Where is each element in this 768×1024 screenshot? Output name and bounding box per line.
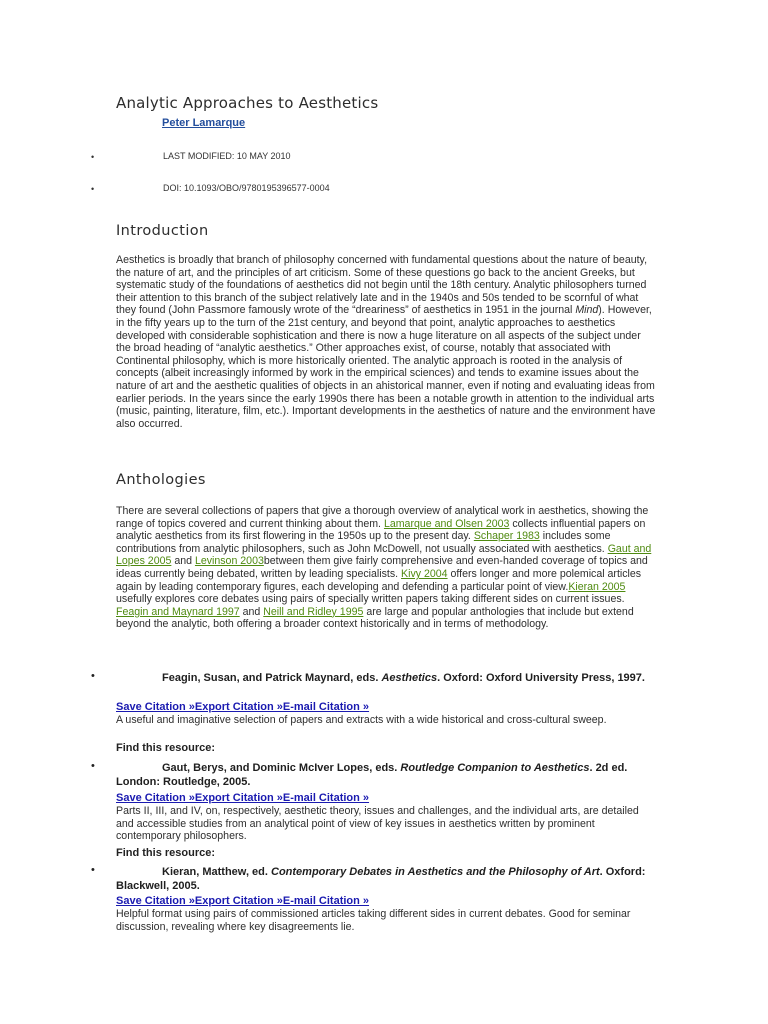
citation-work: Routledge Companion to Aesthetics [400, 762, 590, 774]
anth-text: between them give fairly comprehensive and even-handed coverage of topics and ideas currently being debated, written by leading specialists. [116, 555, 648, 580]
doi-text: DOI: 10.1093/OBO/9780195396577-0004 [163, 183, 330, 193]
article-title: Analytic Approaches to Aesthetics [116, 94, 379, 112]
bullet: • [91, 152, 95, 162]
anthologies-paragraph [116, 505, 656, 631]
find-resource-label: Find this resource: [116, 847, 216, 859]
anthologies-heading: Anthologies [116, 472, 206, 488]
ref-feagin-maynard-1997[interactable]: Feagin and Maynard 1997 [116, 605, 240, 618]
anth-text: offers longer and more polemical articles again by leading contemporary figures, each developing and defending a particular point of view. [116, 567, 642, 593]
citation-text [116, 671, 646, 685]
ref-kivy-2004[interactable]: Kivy 2004 [401, 567, 448, 580]
citation-annotation: Parts II, III, and IV, on, respectively, aesthetic theory, issues and challenges, and the individual arts, are detailed and accessible studies from an analytical point of view of key issues in aesthetics written by prominent contemporary philosophers. [116, 805, 639, 843]
citation-authors: Kieran, Matthew, ed. [162, 866, 272, 878]
bullet: • [91, 670, 95, 682]
bullet: • [91, 184, 95, 194]
introduction-heading: Introduction [116, 223, 209, 239]
author-link[interactable]: Peter Lamarque [162, 117, 246, 129]
citation-details: . Oxford: Oxford University Press, 1997. [437, 672, 645, 684]
anth-text: usefully explores core debates using pairs of specially written papers taking different sides on current issues. [116, 593, 625, 606]
bullet: • [91, 760, 95, 772]
citation-work: Aesthetics [381, 672, 438, 684]
citation-actions[interactable]: Save Citation »Export Citation »E-mail Citation » [116, 895, 370, 907]
citation-details: . 2d ed. London: Routledge, 2005. [116, 762, 628, 788]
citation-annotation: Helpful format using pairs of commissioned articles taking different sides in current debates. Good for seminar discussion, revealing where key disagreements lie. [116, 908, 631, 933]
ref-lamarque-olsen-2003[interactable]: Lamarque and Olsen 2003 [383, 517, 510, 530]
bullet: • [91, 864, 95, 876]
anth-text: includes some contributions from analytic philosophers, such as John McDowell, not usually associated with aesthetics. [116, 530, 611, 555]
anth-text: collects influential papers on analytic aesthetics from its first flowering in the 1950s up to the present day. [116, 517, 646, 543]
ref-gaut-lopes-2005[interactable]: Gaut and Lopes 2005 [116, 542, 652, 568]
ref-levinson-2003[interactable]: Levinson 2003 [194, 555, 264, 568]
find-resource-label: Find this resource: [116, 742, 216, 754]
citation-text [116, 865, 646, 893]
citation-work: Contemporary Debates in Aesthetics and the Philosophy of Art [271, 866, 600, 878]
anth-text: and [171, 555, 195, 568]
introduction-paragraph [116, 254, 656, 430]
citation-text [116, 761, 646, 789]
ref-kieran-2005[interactable]: Kieran 2005 [568, 580, 626, 593]
anth-text: There are several collections of papers that give a thorough overview of analytical work in aesthetics, showing the range of topics covered and current thinking about them. [116, 505, 649, 530]
citation-actions[interactable]: Save Citation »Export Citation »E-mail Citation » [116, 701, 370, 713]
citation-actions[interactable]: Save Citation »Export Citation »E-mail Citation » [116, 792, 370, 804]
ref-neill-ridley-1995[interactable]: Neill and Ridley 1995 [263, 605, 364, 618]
anth-text: are large and popular anthologies that include but extend beyond the analytic, both offering a broader context historically and in terms of methodology. [116, 605, 634, 631]
citation-authors: Feagin, Susan, and Patrick Maynard, eds. [162, 672, 382, 684]
last-modified-text: LAST MODIFIED: 10 MAY 2010 [163, 151, 291, 161]
anth-text: and [239, 605, 264, 618]
citation-annotation: A useful and imaginative selection of papers and extracts with a wide historical and cross-cultural sweep. [116, 714, 607, 726]
journal-title: Mind [575, 304, 599, 317]
ref-schaper-1983[interactable]: Schaper 1983 [473, 530, 540, 543]
citation-authors: Gaut, Berys, and Dominic McIver Lopes, eds. [162, 762, 401, 774]
intro-text-2: ). However, in the fifty years up to the turn of the 21st century, and beyond that point, analytic approaches to aesthetics developed with considerable sophistication and there is now a huge literature on all aspects of the subject under the broad heading of “analytic aesthetics.” Other approaches exist, of course, notably that associated with Continental philosophy, which is more historically oriented. The analytic approach is rooted in the analysis of concepts (albeit increasingly informed by work in the empirical sciences) and tends to examine issues about the nature of art and the aesthetic qualities of objects in an ahistorical manner, even if noting and evaluating ideas from earlier periods. In the years since the early 1990s there has been a notable growth in attention to the individual arts (music, painting, literature, film, etc.). Important developments in the aesthetics of nature and the environment have also occurred. [116, 304, 656, 430]
intro-text-1: Aesthetics is broadly that branch of philosophy concerned with fundamental questions about the nature of beauty, the nature of art, and the principles of art criticism. Some of these questions go back to the ancient Greeks, but systematic study of the foundations of aesthetics did not begin until the 18th century. Analytic philosophers turned their attention to this branch of the subject relatively late and in the 1940s and 50s tended to be scornful of what they found (John Passmore famously wrote of the “dreariness” of aesthetics in 1951 in the journal [116, 254, 648, 317]
citation-details: . Oxford: Blackwell, 2005. [116, 866, 646, 892]
